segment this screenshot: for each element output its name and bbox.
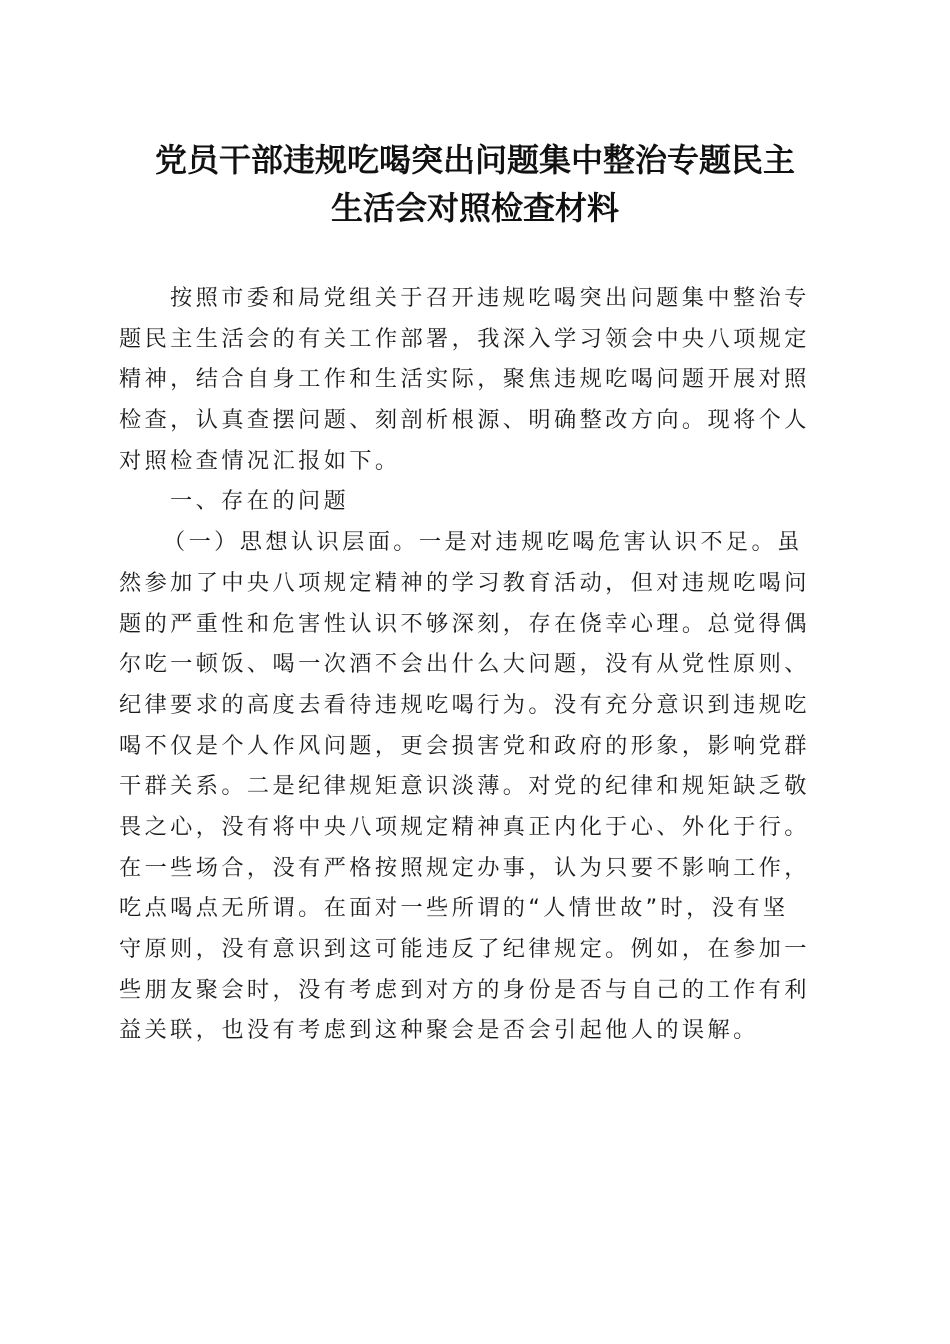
paragraph-line: 吃点喝点无所谓。在面对一些所谓的“人情世故”时，没有坚	[119, 895, 789, 922]
paragraph-line: 题的严重性和危害性认识不够深刻，存在侥幸心理。总觉得偶	[119, 610, 810, 637]
paragraph-line: 在一些场合，没有严格按照规定办事，认为只要不影响工作，	[119, 854, 810, 881]
paragraph-line: 些朋友聚会时，没有考虑到对方的身份是否与自己的工作有利	[119, 976, 810, 1003]
intro-line: 题民主生活会的有关工作部署，我深入学习领会中央八项规定	[119, 325, 810, 352]
intro-line: 精神，结合自身工作和生活实际，聚焦违规吃喝问题开展对照	[119, 366, 810, 393]
paragraph-line: 纪律要求的高度去看待违规吃喝行为。没有充分意识到违规吃	[119, 691, 810, 718]
paragraph-line: 守原则，没有意识到这可能违反了纪律规定。例如，在参加一	[119, 936, 810, 962]
paragraph-line: 尔吃一顿饭、喝一次酒不会出什么大问题，没有从党性原则、	[119, 651, 810, 678]
document-body	[119, 278, 827, 1051]
document-title	[100, 136, 850, 232]
intro-line: 按照市委和局党组关于召开违规吃喝突出问题集中整治专	[170, 285, 810, 311]
section-heading: 一、存在的问题	[170, 488, 350, 515]
intro-line: 对照检查情况汇报如下。	[119, 447, 401, 474]
paragraph-line: （一）思想认识层面。一是对违规吃喝危害认识不足。虽	[163, 529, 803, 556]
paragraph-line: 益关联，也没有考虑到这种聚会是否会引起他人的误解。	[119, 1017, 759, 1044]
paragraph-line: 畏之心，没有将中央八项规定精神真正内化于心、外化于行。	[119, 813, 810, 840]
paragraph-line: 喝不仅是个人作风问题，更会损害党和政府的形象，影响党群	[119, 732, 810, 759]
intro-line: 检查，认真查摆问题、刻剖析根源、明确整改方向。现将个人	[119, 407, 810, 434]
paragraph-line: 然参加了中央八项规定精神的学习教育活动，但对违规吃喝问	[119, 569, 810, 596]
paragraph-line: 干群关系。二是纪律规矩意识淡薄。对党的纪律和规矩缺乏敬	[119, 773, 810, 800]
title-line-2: 生活会对照检查材料	[330, 189, 619, 227]
title-line-1: 党员干部违规吃喝突出问题集中整治专题民主	[154, 141, 795, 179]
